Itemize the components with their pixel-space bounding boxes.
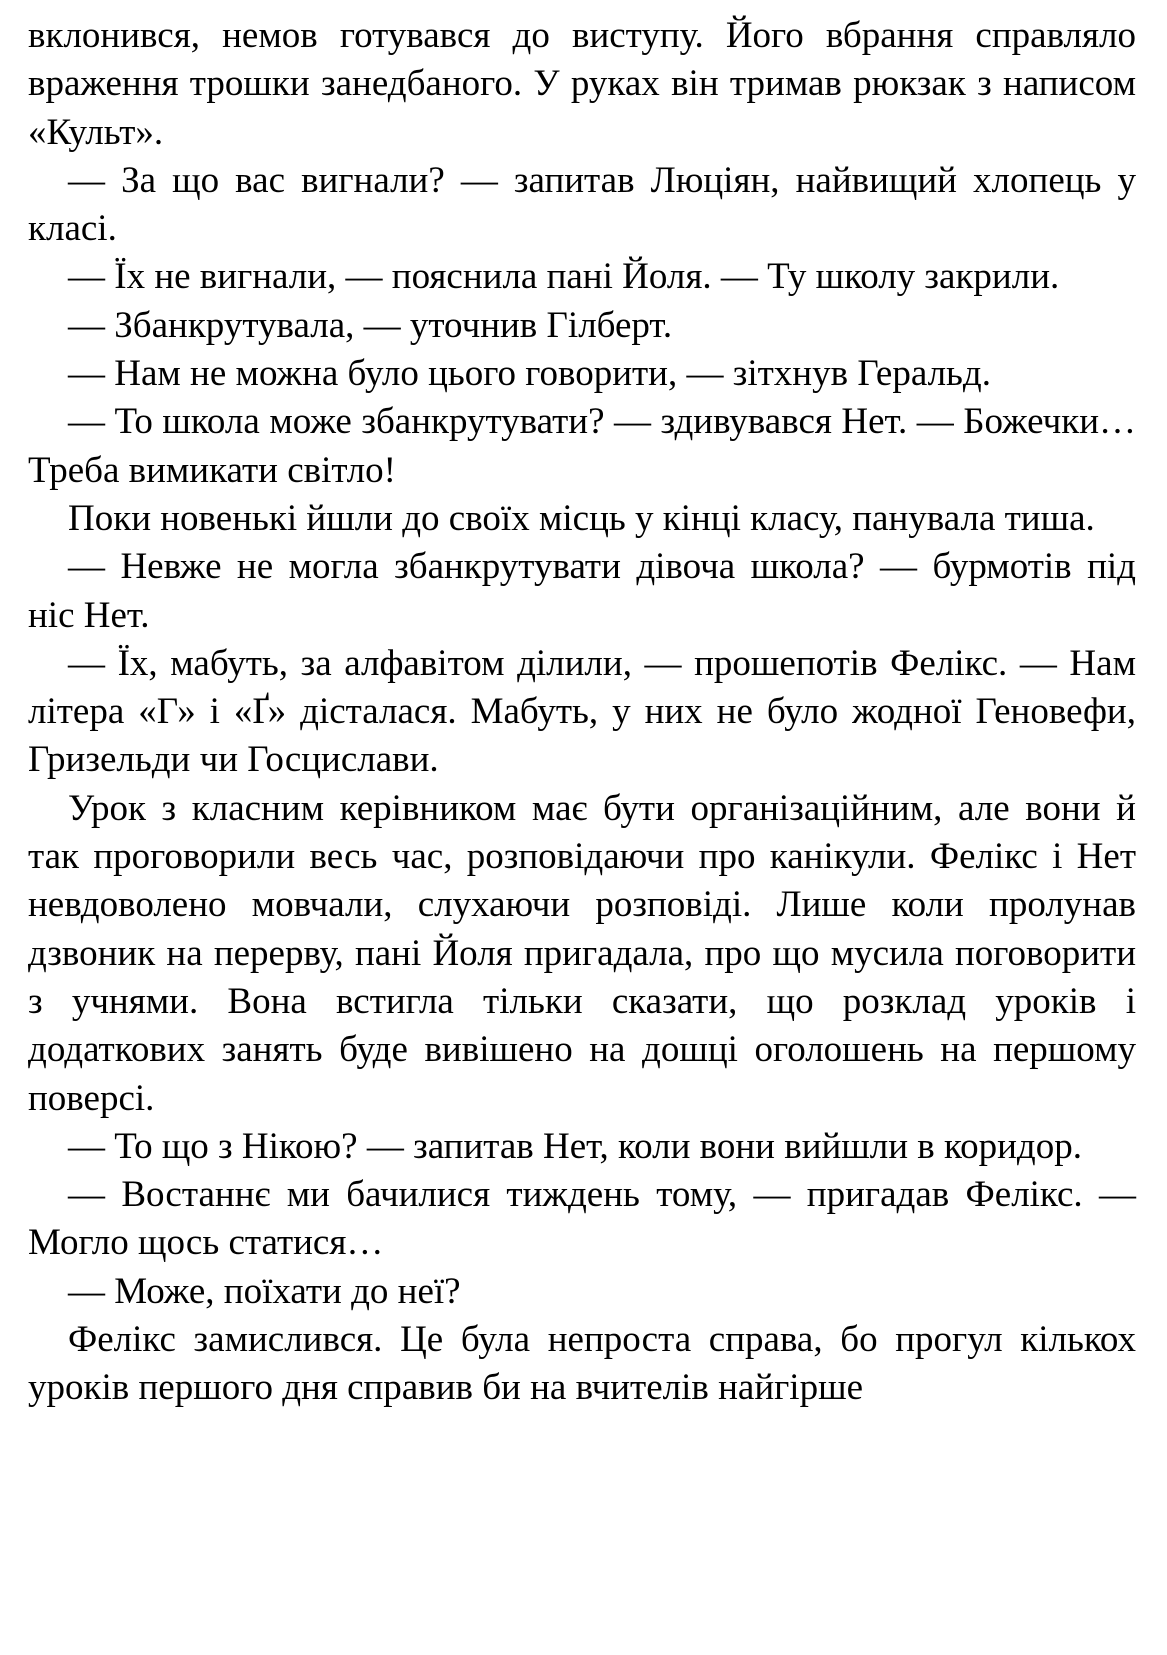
paragraph-continuation: вклонився, немов готувався до виступу. Його вбрання справляло враження трошки занедбаного. У руках він тримав рюкзак з написом «Культ». xyxy=(28,15,1136,153)
dialogue-line: — За що вас вигнали? — запитав Люціян, найвищий хлопець у класі. xyxy=(28,159,1136,250)
book-page xyxy=(28,12,1136,1413)
dialogue-line: — Може, поїхати до неї? xyxy=(68,1270,461,1312)
dialogue-line: — Невже не могла збанкрутувати дівоча школа? — бурмотів під ніс Нет. xyxy=(28,546,1136,636)
narrative-paragraph: Фелікс замислився. Це була непроста справа, бо прогул кількох уроків першого дня справив би на вчителів найгірше xyxy=(28,1319,1136,1409)
dialogue-line: — То що з Нікою? — запитав Нет, коли вони вийшли в коридор. xyxy=(68,1125,1082,1167)
dialogue-line: — Їх не вигнали, — пояснила пані Йоля. — Ту школу закрили. xyxy=(68,256,1060,298)
narrative-paragraph: Урок з класним керівником має бути організаційним, але вони й так проговорили весь час, розповідаючи про канікули. Фелікс і Нет невдоволено мовчали, слухаючи розповіді. Лише коли пролунав дзвоник на перерву, пані Йоля пригадала, про що мусила поговорити з учнями. Вона встигла тільки сказати, що розклад уроків і додаткових занять буде вивішено на дошці оголошень на першому поверсі. xyxy=(28,787,1136,1119)
dialogue-line: — Збанкрутувала, — уточнив Гілберт. xyxy=(68,304,673,346)
narrative-paragraph: Поки новенькі йшли до своїх місць у кінці класу, панувала тиша. xyxy=(68,497,1095,539)
dialogue-line: — Нам не можна було цього говорити, — зітхнув Геральд. xyxy=(68,353,991,395)
dialogue-line: — Востаннє ми бачилися тиждень тому, — пригадав Фелікс. — Могло щось статися… xyxy=(28,1174,1136,1264)
dialogue-line: — Їх, мабуть, за алфавітом ділили, — прошепотів Фелікс. — Нам літера «Г» і «Ґ» дісталася. Мабуть, у них не було жодної Геновефи, Гризельди чи Госцислави. xyxy=(28,642,1136,781)
dialogue-line: — То школа може збанкрутувати? — здивувався Нет. — Божечки… Треба вимикати світло! xyxy=(28,401,1136,491)
